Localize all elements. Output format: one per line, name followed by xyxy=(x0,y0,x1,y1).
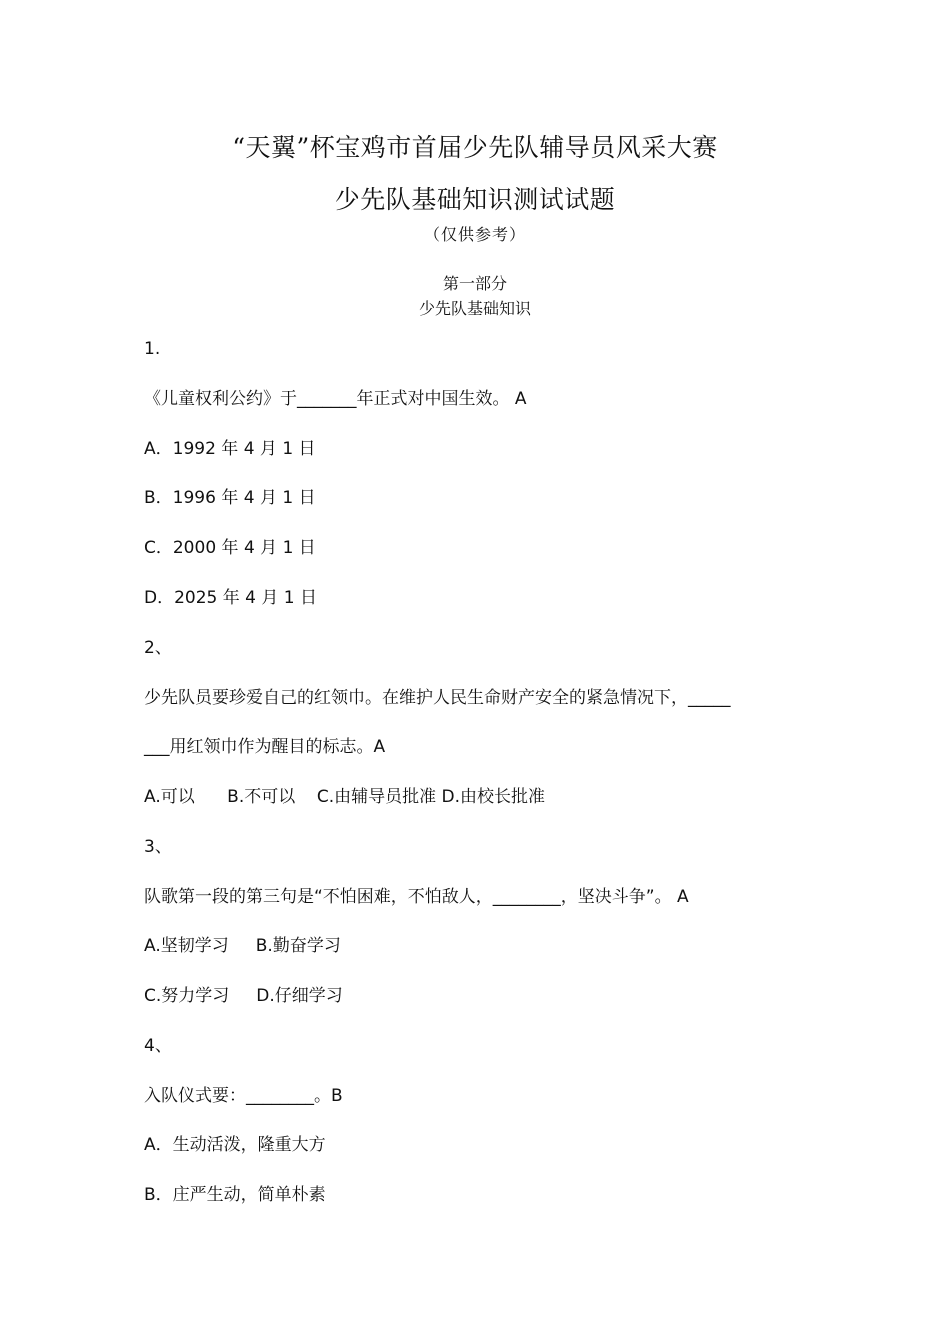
reference-note: （仅供参考） xyxy=(423,225,526,244)
question-1-stem: 《儿童权利公约》于_______年正式对中国生效。 A xyxy=(144,389,527,409)
question-1-option-d: D．2025 年 4 月 1 日 xyxy=(144,588,318,608)
question-4-number: 4、 xyxy=(144,1036,172,1056)
question-3-options-ab: A.坚韧学习 B.勤奋学习 xyxy=(144,936,341,956)
question-4-option-b: B．庄严生动，简单朴素 xyxy=(144,1185,326,1205)
question-3-number: 3、 xyxy=(144,837,172,857)
document-title: “天翼”杯宝鸡市首届少先队辅导员风采大赛 xyxy=(232,133,718,162)
question-4-stem: 入队仪式要：________。B xyxy=(144,1086,343,1106)
question-2-number: 2、 xyxy=(144,638,172,658)
question-1-number: 1. xyxy=(144,339,161,359)
question-3-stem: 队歌第一段的第三句是“不怕困难，不怕敌人，________，坚决斗争”。 A xyxy=(144,887,689,907)
question-1-option-b: B．1996 年 4 月 1 日 xyxy=(144,488,316,508)
question-4-option-a: A．生动活泼，隆重大方 xyxy=(144,1135,326,1155)
question-3-options-cd: C.努力学习 D.仔细学习 xyxy=(144,986,343,1006)
part-heading: 第一部分 xyxy=(442,274,507,293)
document-subtitle: 少先队基础知识测试试题 xyxy=(334,185,616,214)
part-subtitle: 少先队基础知识 xyxy=(418,299,531,318)
question-1-option-a: A．1992 年 4 月 1 日 xyxy=(144,439,316,459)
question-1-option-c: C．2000 年 4 月 1 日 xyxy=(144,538,316,558)
question-2-stem-line2: ___用红领巾作为醒目的标志。A xyxy=(144,737,386,757)
question-2-options: A.可以 B.不可以 C.由辅导员批准 D.由校长批准 xyxy=(144,787,546,807)
question-2-stem-line1: 少先队员要珍爱自己的红领巾。在维护人民生命财产安全的紧急情况下，_____ xyxy=(144,688,731,708)
